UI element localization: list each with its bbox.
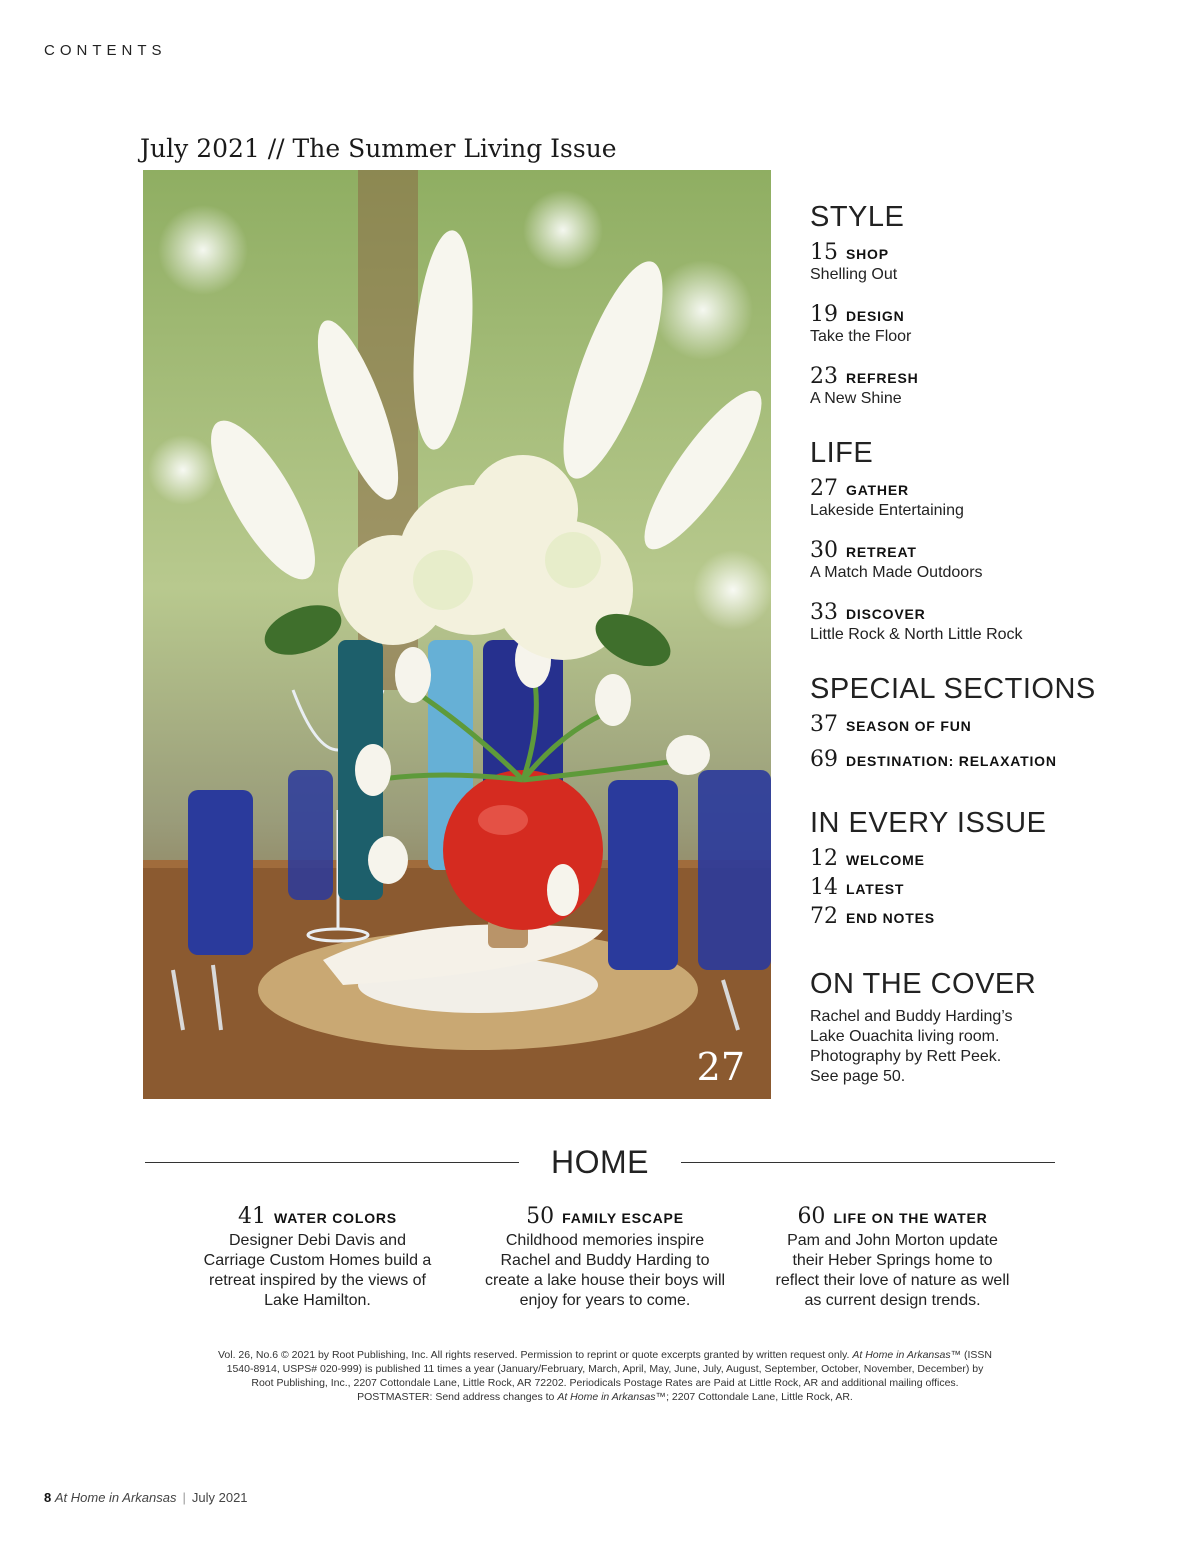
home-feature[interactable]	[195, 1204, 440, 1311]
table-setting-illustration	[143, 170, 771, 1099]
section-heading: ON THE COVER	[810, 968, 1037, 1000]
entry-label: REFRESH	[846, 370, 919, 386]
toc-entry[interactable]	[810, 846, 1170, 871]
page-number: 19	[810, 302, 838, 327]
section-heading: IN EVERY ISSUE	[810, 807, 1047, 839]
entry-subtitle: Shelling Out	[810, 266, 898, 283]
section-heading: HOME	[551, 1143, 649, 1180]
section-heading: SPECIAL SECTIONS	[810, 673, 1096, 705]
description-line: create a lake house their boys will	[484, 1272, 726, 1289]
toc-entry[interactable]	[810, 875, 1170, 900]
toc-entry[interactable]	[810, 747, 1170, 772]
publication-name: At Home in Arkansas™	[852, 1349, 962, 1361]
page-footer	[44, 1490, 248, 1505]
cover-credit-line: Rachel and Buddy Harding’s	[810, 1008, 1013, 1025]
description-line: Designer Debi Davis and	[229, 1232, 406, 1249]
entry-label: WATER COLORS	[274, 1210, 397, 1226]
entry-subtitle: Lakeside Entertaining	[810, 502, 964, 519]
description-line: Childhood memories inspire	[505, 1232, 705, 1249]
page-number: 72	[810, 904, 838, 929]
page-number: 41	[238, 1204, 267, 1229]
feature-description	[483, 1231, 728, 1311]
toc-entry[interactable]	[810, 600, 1170, 644]
home-section-header	[145, 1140, 1055, 1184]
cover-credit	[810, 1007, 1170, 1087]
legal-notice	[215, 1348, 995, 1404]
section-special	[810, 672, 1170, 772]
section-kicker: CONTENTS	[44, 42, 167, 59]
folio-date: July 2021	[191, 1490, 248, 1505]
entry-label: DISCOVER	[846, 606, 926, 622]
entry-label: RETREAT	[846, 544, 917, 560]
description-line: Pam and John Morton update	[787, 1232, 998, 1249]
folio-publication: At Home in Arkansas	[54, 1490, 177, 1505]
description-line: retreat inspired by the views of	[209, 1272, 426, 1289]
section-heading: STYLE	[810, 201, 905, 233]
issue-title: July 2021 // The Summer Living Issue	[140, 134, 617, 163]
entry-label: SEASON OF FUN	[846, 718, 972, 734]
table-of-contents	[810, 200, 1170, 1087]
legal-text: (ISSN 1540-8914, USPS# 020-999) is published 11 times a year (January/February, March, April, May, June, July, August, September, October, November, December) by Root Publishing, Inc., 2207 Cottondale Lane, Little Rock, AR 72202. Periodicals Postage Rates are Paid at Little Rock, AR and additional mailing offices. POSTMASTER: Send address changes to	[226, 1349, 993, 1403]
home-feature[interactable]	[483, 1204, 728, 1311]
page-number: 37	[810, 712, 838, 737]
divider	[145, 1162, 519, 1163]
toc-entry[interactable]	[810, 476, 1170, 520]
description-line: as current design trends.	[804, 1292, 981, 1309]
page-number: 14	[810, 875, 838, 900]
legal-text: ; 2207 Cottondale Lane, Little Rock, AR.	[666, 1391, 853, 1403]
page-number: 30	[810, 538, 838, 563]
entry-label: LATEST	[846, 881, 905, 897]
toc-entry[interactable]	[810, 240, 1170, 284]
page-number: 33	[810, 600, 838, 625]
divider	[681, 1162, 1055, 1163]
folio-page-number: 8	[44, 1490, 52, 1505]
description-line: reflect their love of nature as well	[775, 1272, 1010, 1289]
page-number: 12	[810, 846, 838, 871]
section-on-the-cover	[810, 967, 1170, 1087]
feature-description	[195, 1231, 440, 1311]
folio-separator: |	[182, 1490, 186, 1505]
entry-subtitle: A New Shine	[810, 390, 902, 407]
section-heading: LIFE	[810, 437, 874, 469]
description-line: Lake Hamilton.	[264, 1292, 371, 1309]
entry-subtitle: A Match Made Outdoors	[810, 564, 983, 581]
toc-entry[interactable]	[810, 364, 1170, 408]
cover-credit-line[interactable]: See page 50.	[810, 1068, 906, 1085]
entry-label: GATHER	[846, 482, 909, 498]
description-line: Carriage Custom Homes build a	[203, 1252, 432, 1269]
legal-text: Vol. 26, No.6 © 2021 by Root Publishing, Inc. All rights reserved. Permission to reprint or quote excerpts granted by written request only.	[217, 1349, 853, 1361]
page-number: 27	[810, 476, 838, 501]
cover-photo[interactable]	[143, 170, 771, 1099]
entry-label: WELCOME	[846, 852, 925, 868]
entry-label: DESIGN	[846, 308, 905, 324]
description-line: their Heber Springs home to	[792, 1252, 993, 1269]
publication-name: At Home in Arkansas™	[557, 1391, 667, 1403]
cover-credit-line: Lake Ouachita living room.	[810, 1028, 1000, 1045]
toc-entry[interactable]	[810, 302, 1170, 346]
entry-subtitle: Little Rock & North Little Rock	[810, 626, 1023, 643]
entry-label: SHOP	[846, 246, 889, 262]
entry-label: DESTINATION: RELAXATION	[846, 753, 1057, 769]
home-features	[195, 1204, 1015, 1311]
entry-subtitle: Take the Floor	[810, 328, 912, 345]
home-feature[interactable]	[770, 1204, 1015, 1311]
section-every-issue	[810, 806, 1170, 929]
cover-credit-line: Photography by Rett Peek.	[810, 1048, 1002, 1065]
entry-label: LIFE ON THE WATER	[833, 1210, 988, 1226]
entry-label: END NOTES	[846, 910, 935, 926]
toc-entry[interactable]	[810, 904, 1170, 929]
description-line: enjoy for years to come.	[519, 1292, 691, 1309]
section-style	[810, 200, 1170, 408]
page-number: 15	[810, 240, 838, 265]
section-life	[810, 436, 1170, 644]
page-number: 60	[797, 1204, 826, 1229]
feature-description	[770, 1231, 1015, 1311]
photo-page-number: 27	[696, 1045, 745, 1089]
description-line: Rachel and Buddy Harding to	[500, 1252, 710, 1269]
page-number: 50	[526, 1204, 555, 1229]
page-number: 69	[810, 747, 838, 772]
page-number: 23	[810, 364, 838, 389]
entry-label: FAMILY ESCAPE	[562, 1210, 684, 1226]
toc-entry[interactable]	[810, 712, 1170, 737]
toc-entry[interactable]	[810, 538, 1170, 582]
